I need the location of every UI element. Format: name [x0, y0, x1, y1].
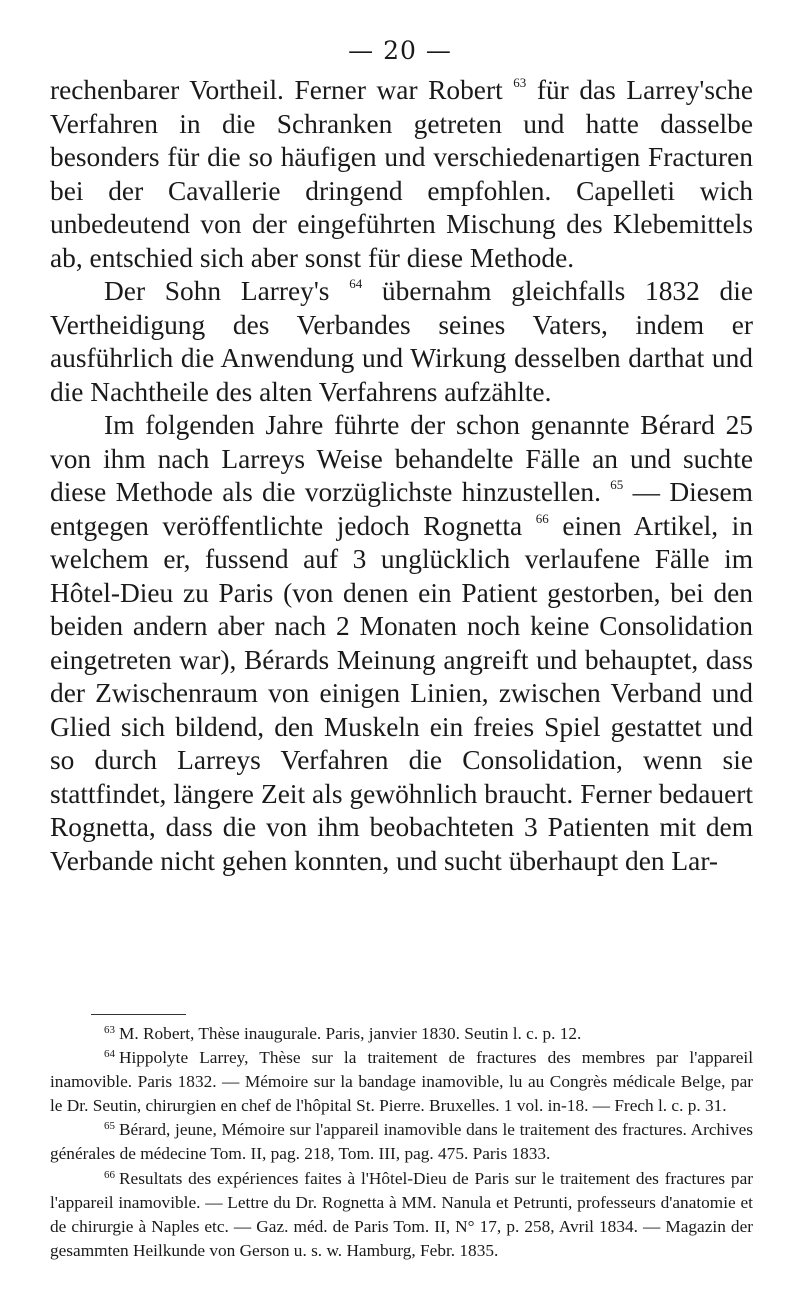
footnote-mark: 66: [104, 1168, 115, 1181]
footnote-mark: 64: [104, 1048, 115, 1061]
page-number: — 20 —: [348, 36, 452, 65]
footnote-mark: 65: [104, 1120, 115, 1133]
footnote-65: [50, 1118, 753, 1166]
paragraph-1: [50, 74, 753, 275]
paragraph-3: [50, 409, 753, 878]
text-run: rechenbarer Vortheil. Ferner war Robert: [50, 75, 514, 105]
footnotes: [50, 1022, 753, 1263]
footnote-text: M. Robert, Thèse inaugurale. Paris, janvier 1830. Seutin l. c. p. 12.: [119, 1024, 582, 1043]
text-run: einen Artikel, in welchem er, fussend auf 3 unglücklich verlaufene Fälle im Hôtel-Dieu zu Paris (von denen ein Patient gestorben, bei den beiden andern aber nach 2 Monaten noch keine Consolidation eingetreten war), Bérards Meinung angreift und behauptet, dass der Zwischenraum von einigen Linien, zwischen Verband und Glied sich bildend, den Muskeln ein freies Spiel gestattet und so durch Larreys Verfahren die Consolidation, wenn sie stattfindet, längere Zeit als gewöhnlich braucht. Ferner bedauert Rognetta, dass die von ihm beobachteten 3 Patienten mit dem Verbande nicht gehen konnten, und sucht überhaupt den Lar-: [50, 510, 753, 876]
footnote-63: [50, 1022, 753, 1046]
footnote-66: [50, 1167, 753, 1263]
text-run: Im folgenden Jahre führte der schon genannte Bérard 25 von ihm nach Larreys Weise behandelte Fälle an und suchte diese Methode als die vorzüglichste hinzustellen.: [50, 410, 753, 507]
footnote-mark: 63: [104, 1024, 115, 1036]
text-run: — Diesem entgegen veröffentlichte jedoch Rognetta: [50, 477, 753, 541]
text-run: übernahm gleichfalls 1832 die Vertheidigung des Verbandes seines Vaters, indem er ausführlich die Anwendung und Wirkung desselben darthat und die Nachtheile des alten Verfahrens aufzählte.: [50, 276, 753, 407]
footnote-text: Hippolyte Larrey, Thèse sur la traitement de fractures des membres par l'appareil inamovible. Paris 1832. — Mémoire sur la bandage inamovible, lu au Congrès médicale Belge, par le Dr. Seutin, chirurgien en chef de l'hôpital St. Pierre. Bruxelles. 1 vol. in-18. — Frech l. c. p. 31.: [50, 1048, 753, 1116]
text-run: Der Sohn Larrey's: [104, 276, 350, 306]
footnote-ref-66[interactable]: 66: [535, 510, 549, 526]
footnote-text: Bérard, jeune, Mémoire sur l'appareil inamovible dans le traitement des fractures. Archives générales de médecine Tom. II, pag. 218, Tom. III, pag. 475. Paris 1833.: [50, 1120, 753, 1164]
footnote-divider: [91, 1014, 186, 1015]
text-run: für das Larrey'sche Verfahren in die Schranken getreten und hatte dasselbe besonders für die so häufigen und verschiedenartigen Fracturen bei der Cavallerie dringend empfohlen. Capelleti wich unbedeutend von der eingeführten Mischung des Klebemittels ab, entschied sich aber sonst für diese Methode.: [50, 75, 753, 273]
footnote-text: Resultats des expériences faites à l'Hôtel-Dieu de Paris sur le traitement des fractures par l'appareil inamovible. — Lettre du Dr. Rognetta à MM. Nanula et Petrunti, professeurs d'anatomie et de chirurgie à Naples etc. — Gaz. méd. de Paris Tom. II, N° 17, p. 258, Avril 1834. — Magazin der gesammten Heilkunde von Gerson u. s. w. Hamburg, Febr. 1835.: [50, 1168, 753, 1260]
footnote-ref-64[interactable]: 64: [349, 276, 363, 291]
paragraph-2: [50, 275, 753, 409]
footnote-ref-63[interactable]: 63: [513, 75, 527, 90]
footnote-64: [50, 1046, 753, 1118]
body-text: [50, 74, 753, 878]
footnote-ref-65[interactable]: 65: [610, 477, 624, 492]
